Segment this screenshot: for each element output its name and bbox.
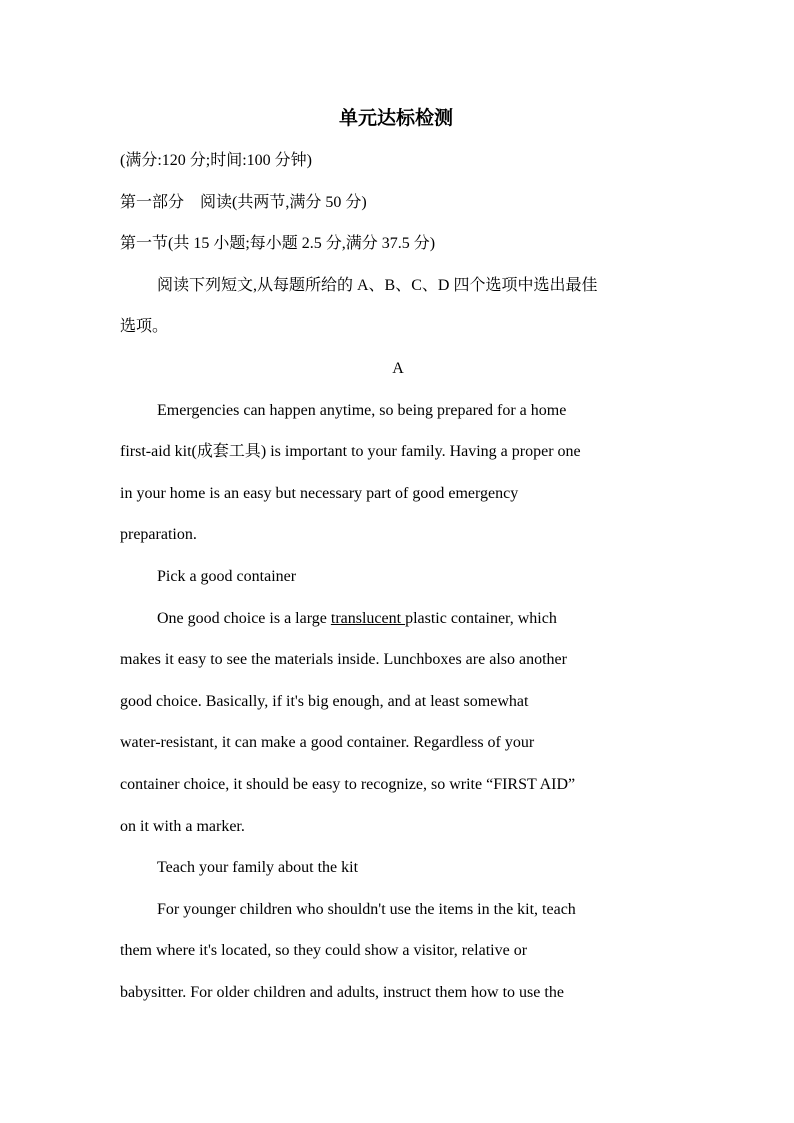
paragraph-line: For younger children who shouldn't use the items in the kit, teach	[157, 900, 576, 918]
subheading: Teach your family about the kit	[157, 859, 359, 877]
paragraph-line: them where it's located, so they could show a visitor, relative or	[120, 942, 528, 960]
text-span: plastic container, which	[405, 609, 557, 627]
paragraph-line: water-resistant, it can make a good container. Regardless of your	[120, 734, 535, 752]
instruction-line: 阅读下列短文,从每题所给的 A、B、C、D 四个选项中选出最佳	[157, 276, 598, 294]
paragraph-line: container choice, it should be easy to recognize, so write “FIRST AID”	[120, 775, 576, 793]
paragraph-line: in your home is an easy but necessary part of good emergency	[120, 484, 519, 502]
underlined-word: translucent	[330, 609, 406, 627]
score-info: (满分:120 分;时间:100 分钟)	[120, 152, 312, 169]
document-content	[120, 98, 676, 1013]
paragraph-line: Emergencies can happen anytime, so being prepared for a home	[157, 401, 567, 419]
section-heading: 第一节(共 15 小题;每小题 2.5 分,满分 37.5 分)	[120, 235, 436, 253]
paragraph-line: preparation.	[120, 526, 197, 544]
paragraph-line: makes it easy to see the materials inside. Lunchboxes are also another	[120, 651, 567, 669]
paragraph-line	[120, 598, 676, 640]
subheading: Pick a good container	[157, 567, 297, 585]
instruction-line: 选项。	[120, 318, 169, 336]
part-heading: 第一部分 阅读(共两节,满分 50 分)	[120, 193, 367, 211]
text-span: One good choice is a large	[157, 609, 331, 627]
passage-label: A	[392, 359, 404, 377]
paragraph-line: good choice. Basically, if it's big enough, and at least somewhat	[120, 692, 529, 710]
paragraph-line: babysitter. For older children and adults, instruct them how to use the	[120, 983, 564, 1001]
paragraph-line: on it with a marker.	[120, 817, 245, 835]
paragraph-line: first-aid kit(成套工具) is important to your family. Having a proper one	[120, 443, 581, 461]
page-title: 单元达标检测	[338, 108, 453, 129]
